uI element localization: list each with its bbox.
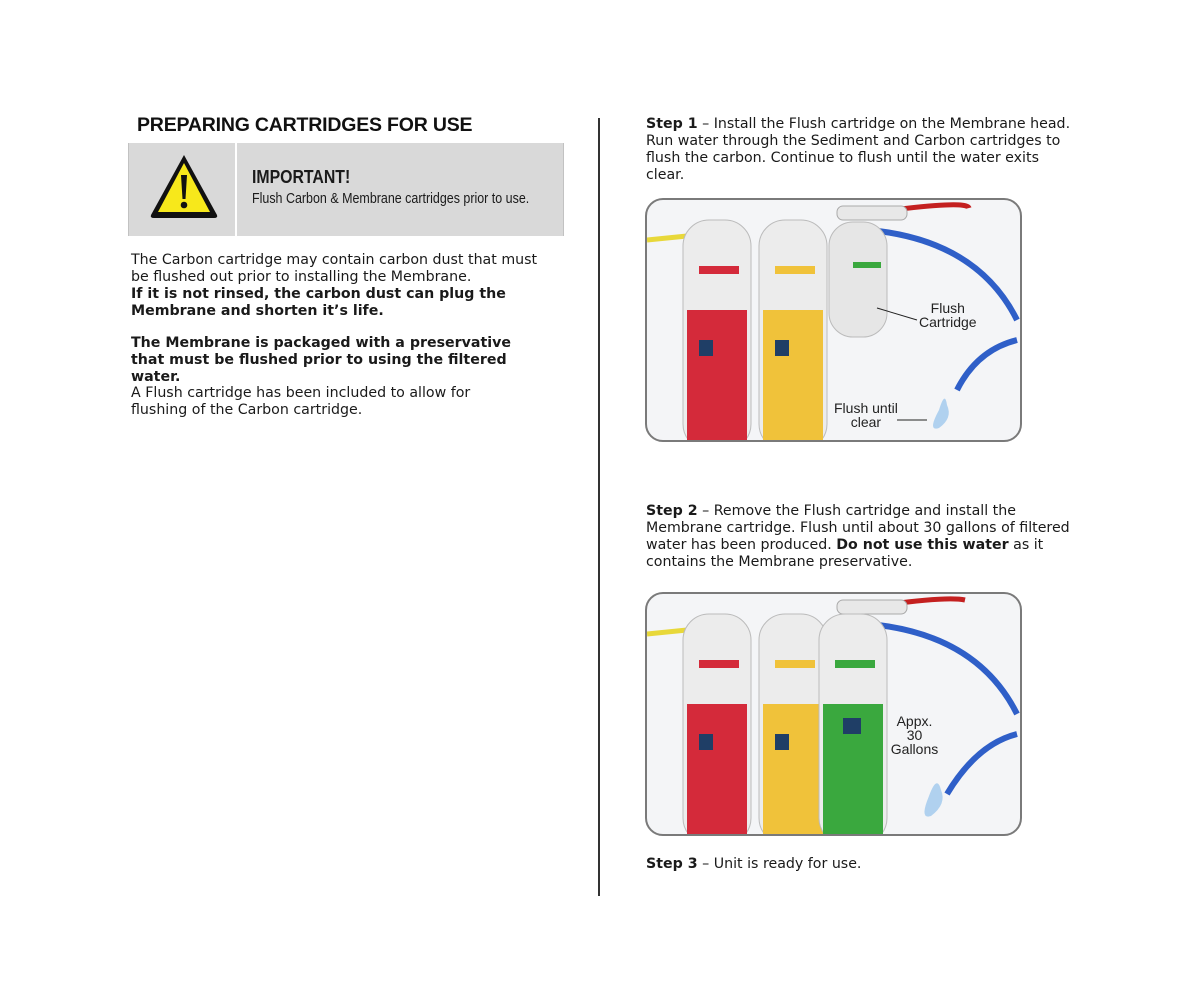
carbon-dust-paragraph bbox=[131, 252, 571, 320]
callout-flush-line1: Flush bbox=[930, 300, 965, 316]
step3-body: – Unit is ready for use. bbox=[697, 856, 862, 872]
step2-body-b: as it contains the Membrane preservative. bbox=[646, 537, 1044, 570]
step1-label: Step 1 bbox=[646, 116, 698, 132]
warning-icon-cell bbox=[129, 143, 237, 236]
step1-body: – Install the Flush cartridge on the Membrane head. Run water through the Sediment and Carbon cartridges to flush the carbon. Continue to flush until the water exits clear. bbox=[646, 116, 1071, 183]
page-title: PREPARING CARTRIDGES FOR USE bbox=[137, 114, 473, 136]
step2-photo bbox=[645, 592, 1022, 836]
callout-clear-line1: Flush until bbox=[834, 400, 898, 416]
step2-label: Step 2 bbox=[646, 503, 698, 519]
warning-triangle-icon bbox=[148, 151, 220, 221]
p1-line1: The Carbon cartridge may contain carbon dust that must bbox=[131, 252, 538, 268]
step2-bold: Do not use this water bbox=[836, 537, 1009, 553]
step2-text bbox=[646, 503, 1076, 571]
preservative-paragraph bbox=[131, 335, 531, 386]
callout-appx: Appx. bbox=[896, 713, 933, 729]
important-notice bbox=[128, 143, 564, 236]
thirty-gallons-callout bbox=[887, 714, 942, 756]
step3-text bbox=[646, 856, 1076, 873]
callout-gallons: Gallons bbox=[890, 741, 939, 757]
callout-flush-line2: Cartridge bbox=[919, 314, 977, 330]
p1-bold: If it is not rinsed, the carbon dust can plug the Membrane and shorten it’s life. bbox=[131, 286, 506, 319]
callout-clear-line2: clear bbox=[850, 414, 882, 430]
step3-label: Step 3 bbox=[646, 856, 698, 872]
p2-bold: The Membrane is packaged with a preservative that must be flushed prior to using the filtered water. bbox=[131, 335, 512, 385]
flush-cartridge-paragraph bbox=[131, 385, 471, 419]
step1-photo bbox=[645, 198, 1022, 442]
flush-until-clear-callout bbox=[834, 401, 898, 429]
step1-text bbox=[646, 116, 1076, 184]
flush-cartridge-callout bbox=[919, 301, 977, 329]
step2-body-a: – Remove the Flush cartridge and install the Membrane cartridge. Flush until about 30 gallons of filtered water has been produced. bbox=[646, 503, 1070, 553]
step2-filter-illustration bbox=[647, 594, 1020, 834]
important-title: IMPORTANT! bbox=[252, 167, 351, 187]
column-divider bbox=[598, 118, 600, 896]
p1-line2: be flushed out prior to installing the Membrane. bbox=[131, 269, 472, 285]
callout-30: 30 bbox=[906, 727, 923, 743]
important-text: Flush Carbon & Membrane cartridges prior to use. bbox=[252, 191, 530, 207]
p3-text: A Flush cartridge has been included to allow for flushing of the Carbon cartridge. bbox=[131, 385, 471, 418]
